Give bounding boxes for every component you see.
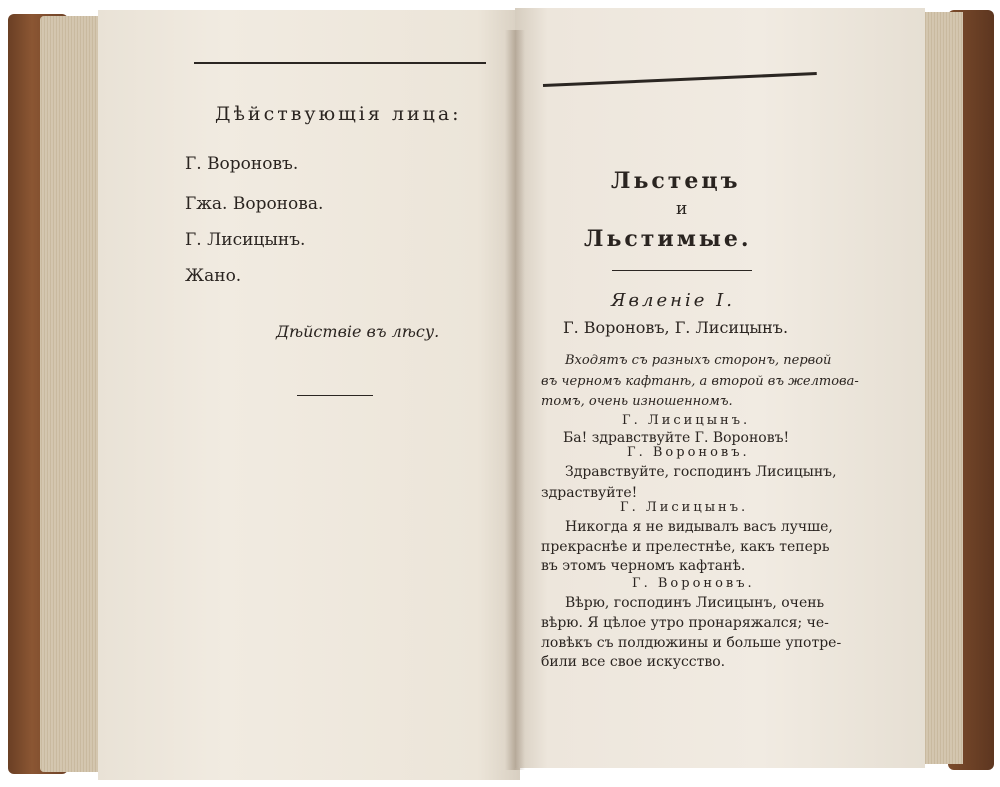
stage-direction-line3: томъ, очень изношенномъ. (541, 394, 733, 409)
dialogue-4-line2: вѣрю. Я цѣлое утро пронаряжался; че- (541, 615, 829, 631)
short-rule-left (297, 395, 373, 396)
book-gutter (505, 30, 525, 770)
page-edges-left (40, 16, 102, 772)
dialogue-3-line1: Никогда я не видывалъ васъ лучше, (565, 519, 833, 535)
dialogue-3-line3: въ этомъ черномъ кафтанѣ. (541, 558, 746, 574)
setting-note: Дѣйствіе въ лѣсу. (276, 322, 440, 341)
dialogue-4-line4: били все свое искусство. (541, 654, 726, 670)
dialogue-2-line1: Здравствуйте, господинъ Лисицынъ, (565, 464, 837, 480)
speaker-3: Г. Лисицынъ. (620, 500, 749, 515)
character-3: Г. Лисицынъ. (185, 230, 306, 250)
title-rule-right (612, 270, 752, 271)
character-4: Жано. (185, 266, 242, 286)
stage-direction-line2: въ черномъ кафтанѣ, а второй въ желтова- (541, 374, 859, 389)
character-2: Гжа. Воронова. (185, 194, 324, 214)
play-title-line1: Льстецъ (611, 168, 741, 194)
play-title-line2: и (676, 199, 688, 219)
speaker-2: Г. Вороновъ. (627, 445, 750, 460)
play-title-line3: Льстимые. (584, 226, 752, 252)
dialogue-4-line3: ловѣкъ съ полдюжины и больше употре- (541, 635, 842, 651)
dialogue-2-line2: здраствуйте! (541, 485, 638, 501)
speaker-1: Г. Лисицынъ. (622, 413, 751, 428)
top-rule-left (194, 62, 486, 64)
dialogue-4-line1: Вѣрю, господинъ Лисицынъ, очень (565, 595, 825, 611)
character-1: Г. Вороновъ. (185, 154, 299, 174)
dramatis-personae-heading: Дѣйствующія лица: (215, 103, 462, 125)
stage-direction-line1: Входятъ съ разныхъ сторонъ, первой (565, 353, 832, 368)
dialogue-1-line1: Ба! здравствуйте Г. Вороновъ! (563, 430, 790, 446)
scene-characters: Г. Вороновъ, Г. Лисицынъ. (563, 318, 789, 337)
speaker-4: Г. Вороновъ. (632, 576, 755, 591)
dialogue-3-line2: прекраснѣе и прелестнѣе, какъ теперь (541, 539, 830, 555)
scene-heading: Явленіе I. (611, 290, 735, 311)
